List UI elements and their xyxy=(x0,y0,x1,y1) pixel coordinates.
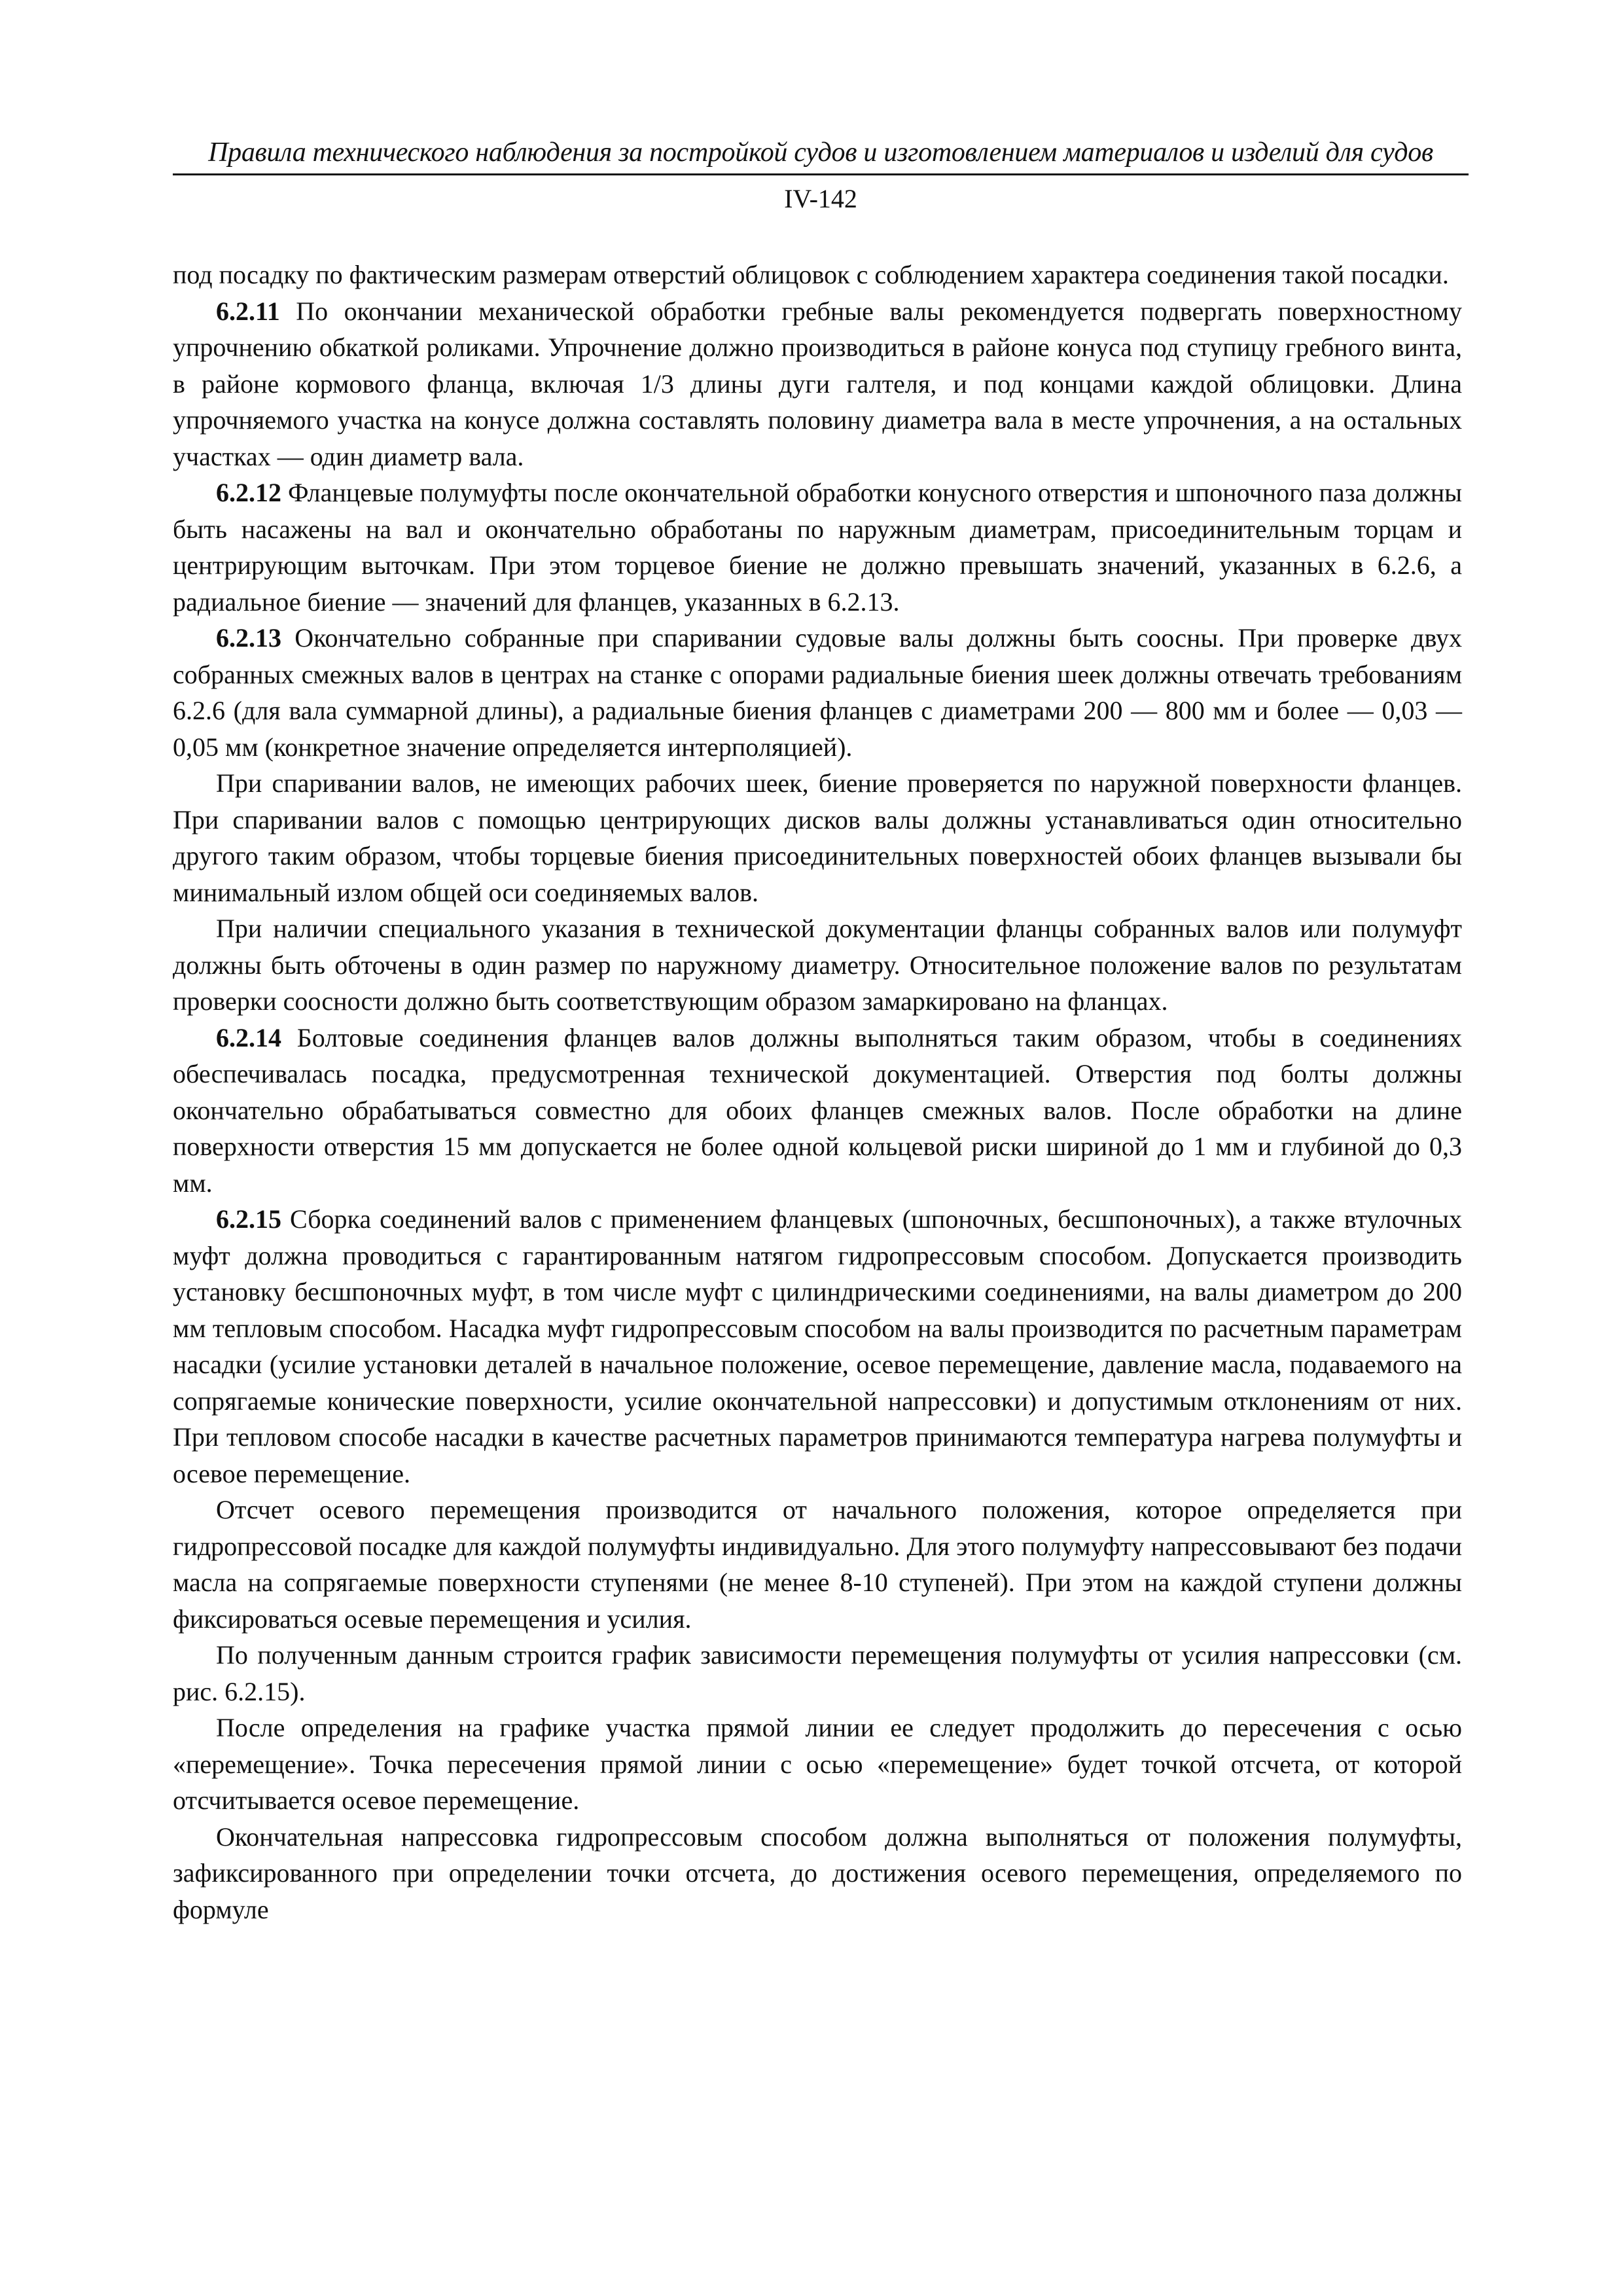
running-header xyxy=(173,134,1469,217)
clause-number: 6.2.12 xyxy=(216,478,281,507)
clause-paragraph xyxy=(173,620,1462,765)
paragraph-text: Сборка соединений валов с применением фланцевых (шпоночных, бесшпоночных), а также втулочных муфт должна проводиться с гарантированным натягом гидропрессовым способом. Допускается производить установку бесшпоночных муфт, в том числе муфт с цилиндрическими соединениями, на валы диаметром до 200 мм тепловым способом. Насадка муфт гидропрессовым способом на валы производится по расчетным параметрам насадки (усилие установки деталей в начальное положение, осевое перемещение, давление масла, подаваемого на сопрягаемые конические поверхности, усилие окончательной напрессовки) и допустимым отклонениям от них. При тепловом способе насадки в качестве расчетных параметров принимаются температура нагрева полумуфты и осевое перемещение. xyxy=(173,1204,1462,1488)
paragraph xyxy=(173,1819,1462,1928)
paragraph xyxy=(173,257,1462,293)
header-title: Правила технического наблюдения за постройкой судов и изготовлением материалов и изделий для судов xyxy=(208,137,1433,168)
document-body xyxy=(173,257,1462,1928)
paragraph-text: Окончательно собранные при спаривании судовые валы должны быть соосны. При проверке двух собранных смежных валов в центрах на станке с опорами радиальные биения шеек должны отвечать требованиям 6.2.6 (для вала суммарной длины), а радиальные биения фланцев с диаметрами 200 — 800 мм и более — 0,03 — 0,05 мм (конкретное значение определяется интерполяцией). xyxy=(173,623,1462,762)
clause-paragraph xyxy=(173,1020,1462,1202)
page-number: IV-142 xyxy=(784,184,857,213)
header-rule xyxy=(173,173,1469,175)
paragraph xyxy=(173,1637,1462,1710)
paragraph-text: При спаривании валов, не имеющих рабочих шеек, биение проверяется по наружной поверхности фланцев. При спаривании валов с помощью центрирующих дисков валы должны устанавливаться один относительно другого таким образом, чтобы торцевые биения присоединительных поверхностей обоих фланцев вызывали бы минимальный излом общей оси соединяемых валов. xyxy=(173,768,1462,907)
paragraph xyxy=(173,1710,1462,1819)
paragraph-text: По окончании механической обработки гребные валы рекомендуется подвергать поверхностному упрочнению обкаткой роликами. Упрочнение должно производиться в районе конуса под ступицу гребного винта, в районе кормового фланца, включая 1/3 длины дуги галтеля, и под концами каждой облицовки. Длина упрочняемого участка на конусе должна составлять половину диаметра вала в месте упрочнения, а на остальных участках — один диаметр вала. xyxy=(173,296,1462,471)
clause-paragraph xyxy=(173,475,1462,620)
paragraph xyxy=(173,765,1462,910)
paragraph-text: При наличии специального указания в технической документации фланцы собранных валов или полумуфт должны быть обточены в один размер по наружному диаметру. Относительное положение валов по результатам проверки соосности должно быть соответствующим образом замаркировано на фланцах. xyxy=(173,914,1462,1016)
clause-paragraph xyxy=(173,293,1462,475)
clause-number: 6.2.15 xyxy=(216,1204,281,1234)
clause-number: 6.2.11 xyxy=(216,296,280,326)
clause-paragraph xyxy=(173,1201,1462,1492)
paragraph xyxy=(173,910,1462,1020)
paragraph-text: Фланцевые полумуфты после окончательной обработки конусного отверстия и шпоночного паза должны быть насажены на вал и окончательно обработаны по наружным диаметрам, присоединительным торцам и центрирующим выточкам. При этом торцевое биение не должно превышать значений, указанных в 6.2.6, а радиальное биение — значений для фланцев, указанных в 6.2.13. xyxy=(173,478,1462,617)
paragraph-text: Окончательная напрессовка гидропрессовым способом должна выполняться от положения полумуфты, зафиксированного при определении точки отсчета, до достижения осевого перемещения, определяемого по формуле xyxy=(173,1821,1462,1924)
clause-number: 6.2.13 xyxy=(216,623,281,653)
clause-number: 6.2.14 xyxy=(216,1022,281,1052)
paragraph xyxy=(173,1492,1462,1637)
paragraph-text: После определения на графике участка прямой линии ее следует продолжить до пересечения с осью «перемещение». Точка пересечения прямой линии с осью «перемещение» будет точкой отсчета, от которой отсчитывается осевое перемещение. xyxy=(173,1713,1462,1815)
paragraph-text: Отсчет осевого перемещения производится от начального положения, которое определяется при гидропрессовой посадке для каждой полумуфты индивидуально. Для этого полумуфту напрессовывают без подачи масла на сопрягаемые поверхности ступенями (не менее 8-10 ступеней). При этом на каждой ступени должны фиксироваться осевые перемещения и усилия. xyxy=(173,1495,1462,1634)
paragraph-text: По полученным данным строится график зависимости перемещения полумуфты от усилия напрессовки (см. рис. 6.2.15). xyxy=(173,1640,1462,1706)
paragraph-text: под посадку по фактическим размерам отверстий облицовок с соблюдением характера соединения такой посадки. xyxy=(173,260,1449,289)
paragraph-text: Болтовые соединения фланцев валов должны выполняться таким образом, чтобы в соединениях обеспечивалась посадка, предусмотренная технической документацией. Отверстия под болты должны окончательно обрабатываться совместно для обоих фланцев смежных валов. После обработки на длине поверхности отверстия 15 мм допускается не более одной кольцевой риски шириной до 1 мм и глубиной до 0,3 мм. xyxy=(173,1022,1462,1198)
